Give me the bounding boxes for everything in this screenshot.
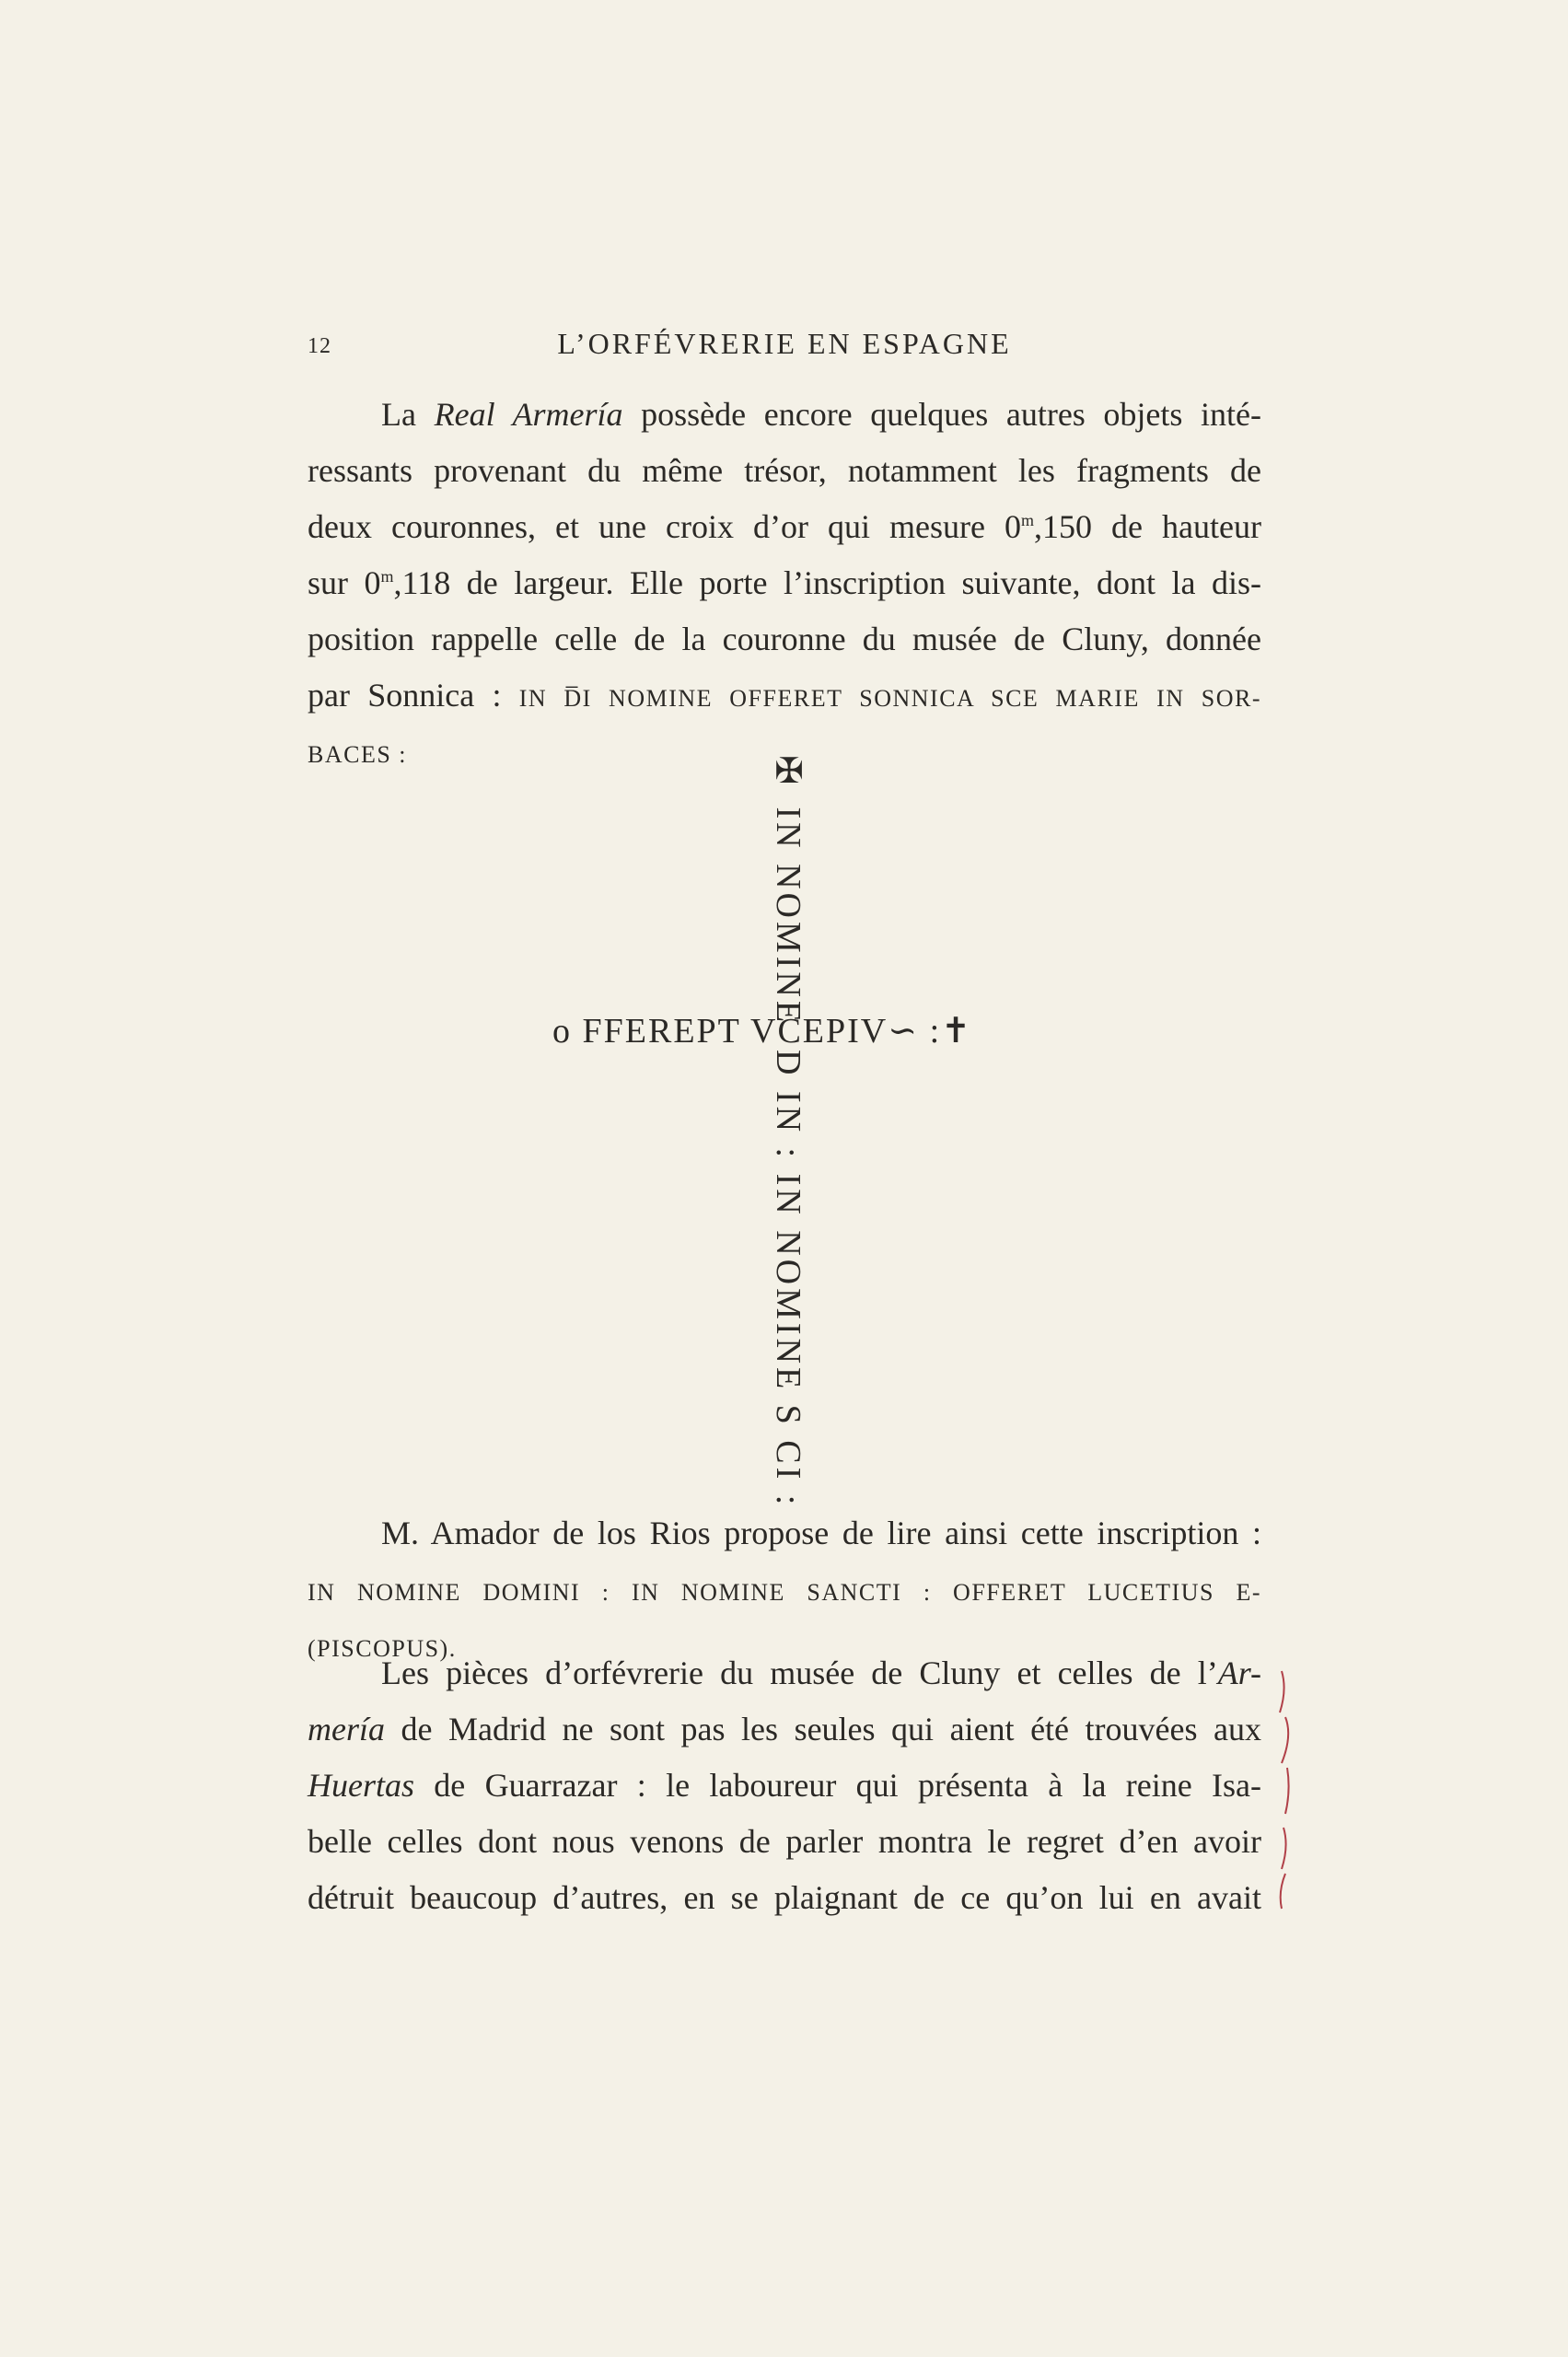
text-line bbox=[308, 1645, 1261, 1701]
margin-bracket-mark bbox=[1269, 1662, 1296, 1910]
inscription-vertical-top: ✠ IN NOMINE bbox=[769, 750, 807, 1027]
text-run: de Guarrazar : le laboureur qui présenta à la reine Isa- bbox=[414, 1767, 1261, 1804]
inscription-quote: IN D̅I NOMINE OFFERET SONNICA SCE MARIE IN SOR- bbox=[518, 685, 1261, 712]
text-run: de Madrid ne sont pas les seules qui aient été trouvées aux bbox=[385, 1711, 1261, 1747]
text-run: sur 0 bbox=[308, 564, 381, 601]
paragraph-real-armeria bbox=[308, 387, 1261, 780]
italic-term: Real Armería bbox=[434, 396, 623, 433]
italic-term: mería bbox=[308, 1711, 385, 1747]
inscription-vertical-bottom: D IN : IN NOMINE S CI : bbox=[769, 1050, 807, 1509]
italic-term: Huertas bbox=[308, 1767, 414, 1804]
text-line: ressants provenant du même trésor, notamment les fragments de bbox=[308, 452, 1261, 489]
text-line: détruit beaucoup d’autres, en se plaignant de ce qu’on lui en avait bbox=[308, 1879, 1261, 1916]
text-run: ,118 de largeur. Elle porte l’inscription suivante, dont la dis- bbox=[393, 564, 1261, 601]
header-title: L’ORFÉVRERIE EN ESPAGNE bbox=[557, 327, 1012, 360]
text-line bbox=[308, 1562, 1261, 1618]
inscription-quote: IN NOMINE DOMINI : IN NOMINE SANCTI : OFFERET LUCETIUS E- bbox=[308, 1579, 1261, 1606]
text-line bbox=[308, 1758, 1261, 1814]
text-run: La bbox=[381, 396, 435, 433]
text-line: M. Amador de los Rios propose de lire ainsi cette inscription : bbox=[381, 1515, 1261, 1551]
text-run: Les pièces d’orfévrerie du musée de Cluny et celles de l’ bbox=[381, 1655, 1218, 1691]
running-head bbox=[308, 327, 1261, 373]
text-line: belle celles dont nous venons de parler montra le regret d’en avoir bbox=[308, 1823, 1261, 1860]
superscript: m bbox=[1021, 511, 1035, 529]
text-line bbox=[308, 387, 1261, 443]
text-line bbox=[308, 555, 1261, 611]
text-run: possède encore quelques autres objets inté- bbox=[622, 396, 1262, 433]
text-line bbox=[308, 499, 1261, 555]
text-run: deux couronnes, et une croix d’or qui mesure 0 bbox=[308, 508, 1021, 545]
inscription-quote: (PISCOPUS). bbox=[308, 1635, 457, 1662]
text-line bbox=[308, 724, 1261, 780]
page-number: 12 bbox=[308, 334, 331, 358]
text-run: ,150 de hauteur bbox=[1034, 508, 1261, 545]
text-run: par Sonnica : bbox=[308, 677, 519, 714]
italic-term: Ar- bbox=[1217, 1655, 1261, 1691]
text-line: position rappelle celle de la couronne du musée de Cluny, donnée bbox=[308, 621, 1261, 657]
inscription-horizontal: ᴏ FFEREPT VCEPIV∽ :✝ bbox=[552, 1012, 972, 1051]
inscription-quote: BACES : bbox=[308, 741, 408, 768]
text-line bbox=[308, 1701, 1261, 1758]
superscript: m bbox=[380, 567, 394, 586]
text-line bbox=[308, 668, 1261, 724]
paragraph-guarrazar bbox=[308, 1645, 1261, 1926]
